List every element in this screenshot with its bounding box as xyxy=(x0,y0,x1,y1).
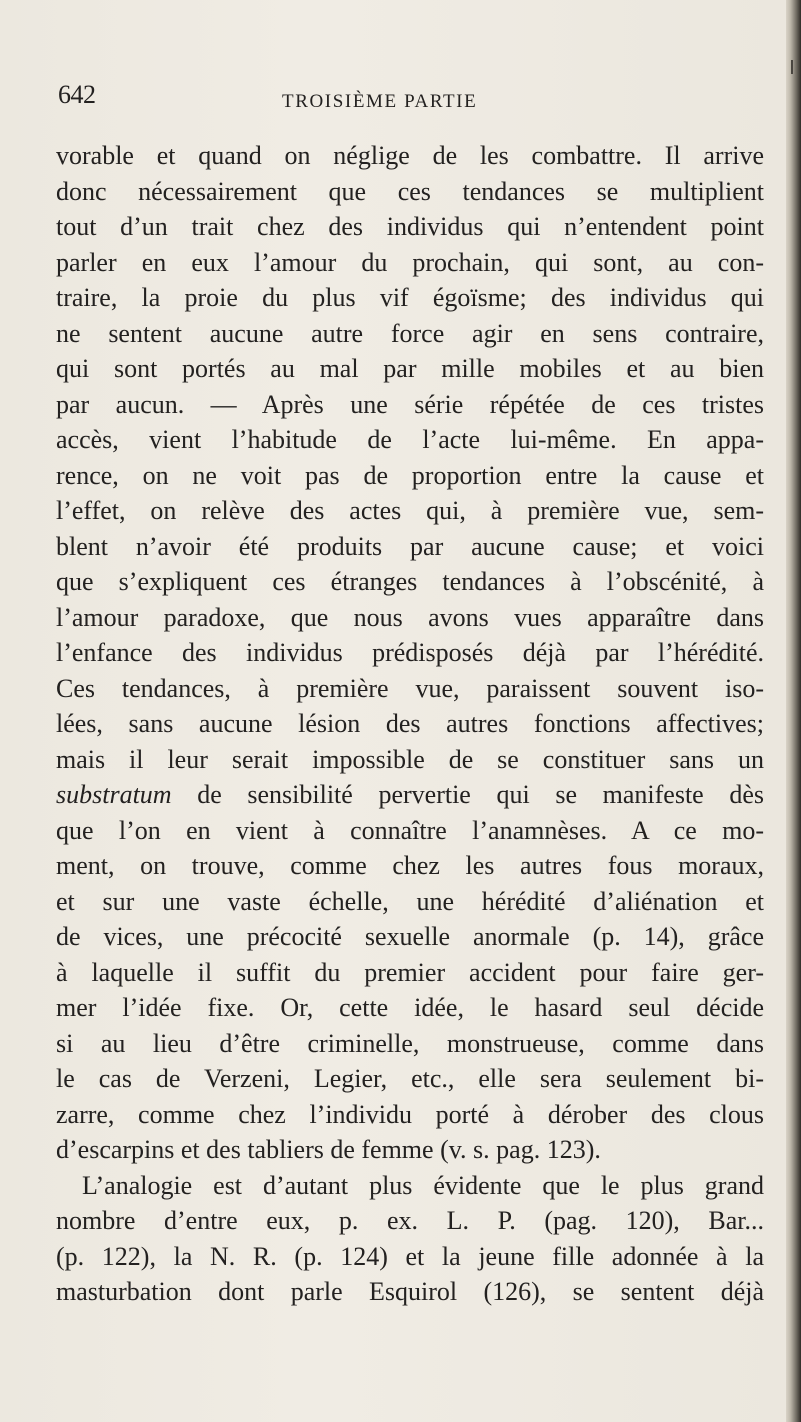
text-line: traire, la proie du plus vif égoïsme; des individus qui xyxy=(56,283,764,312)
text-line: Ces tendances, à première vue, paraissent souvent iso- xyxy=(56,673,764,703)
text-line: vorable et quand on néglige de les combattre. Il arrive xyxy=(56,141,764,170)
text-line: accès, vient l’habitude de l’acte lui-même. En appa- xyxy=(56,425,764,454)
text-line-rest: de sensibilité pervertie qui se manifeste dès xyxy=(171,780,764,809)
book-spine-edge xyxy=(786,0,801,1422)
text-line: masturbation dont parle Esquirol (126), se sentent déjà xyxy=(56,1277,764,1306)
text-line: nombre d’entre eux, p. ex. L. P. (pag. 120), Bar... xyxy=(56,1206,764,1235)
body-text xyxy=(56,138,764,1310)
text-line: que l’on en vient à connaître l’anamnèses. A ce mo- xyxy=(56,815,764,845)
text-line-paragraph-end: d’escarpins et des tabliers de femme (v. s. pag. 123). xyxy=(56,1135,601,1164)
text-line: lées, sans aucune lésion des autres fonctions affectives; xyxy=(56,709,764,738)
text-line: blent n’avoir été produits par aucune cause; et voici xyxy=(56,531,764,561)
text-line: l’effet, on relève des actes qui, à première vue, sem- xyxy=(56,496,764,525)
text-line: et sur une vaste échelle, une hérédité d’aliénation et xyxy=(56,886,764,916)
page-number: 642 xyxy=(58,80,96,109)
text-line: ne sentent aucune autre force agir en sens contraire, xyxy=(56,318,764,348)
text-line: ment, on trouve, comme chez les autres fous moraux, xyxy=(56,851,764,880)
text-line: que s’expliquent ces étranges tendances à l’obscénité, à xyxy=(56,567,764,596)
text-line: rence, on ne voit pas de proportion entre la cause et xyxy=(56,460,764,490)
text-line: si au lieu d’être criminelle, monstrueuse, comme dans xyxy=(56,1028,764,1058)
text-line: parler en eux l’amour du prochain, qui sont, au con- xyxy=(56,247,764,277)
text-line: donc nécessairement que ces tendances se multiplient xyxy=(56,176,764,206)
text-line: l’enfance des individus prédisposés déjà par l’hérédité. xyxy=(56,638,764,667)
text-line: l’amour paradoxe, que nous avons vues apparaître dans xyxy=(56,602,764,632)
text-line: tout d’un trait chez des individus qui n’entendent point xyxy=(56,212,764,241)
text-line: qui sont portés au mal par mille mobiles et au bien xyxy=(56,354,764,383)
text-line: de vices, une précocité sexuelle anormale (p. 14), grâce xyxy=(56,922,764,951)
text-line: le cas de Verzeni, Legier, etc., elle sera seulement bi- xyxy=(56,1064,764,1093)
text-line-paragraph-start: L’analogie est d’autant plus évidente que le plus grand xyxy=(82,1170,764,1200)
running-head: TROISIÈME PARTIE xyxy=(282,91,478,112)
text-line: par aucun. — Après une série répétée de ces tristes xyxy=(56,389,764,419)
text-line: mais il leur serait impossible de se constituer sans un xyxy=(56,744,764,774)
text-line: mer l’idée fixe. Or, cette idée, le hasard seul décide xyxy=(56,993,764,1022)
text-line: (p. 122), la N. R. (p. 124) et la jeune fille adonnée à la xyxy=(56,1241,764,1271)
edge-mark xyxy=(791,60,793,74)
text-line xyxy=(56,777,764,813)
text-line: zarre, comme chez l’individu porté à dérober des clous xyxy=(56,1099,764,1129)
italic-term: substratum xyxy=(56,780,172,809)
text-line: à laquelle il suffit du premier accident pour faire ger- xyxy=(56,957,764,987)
